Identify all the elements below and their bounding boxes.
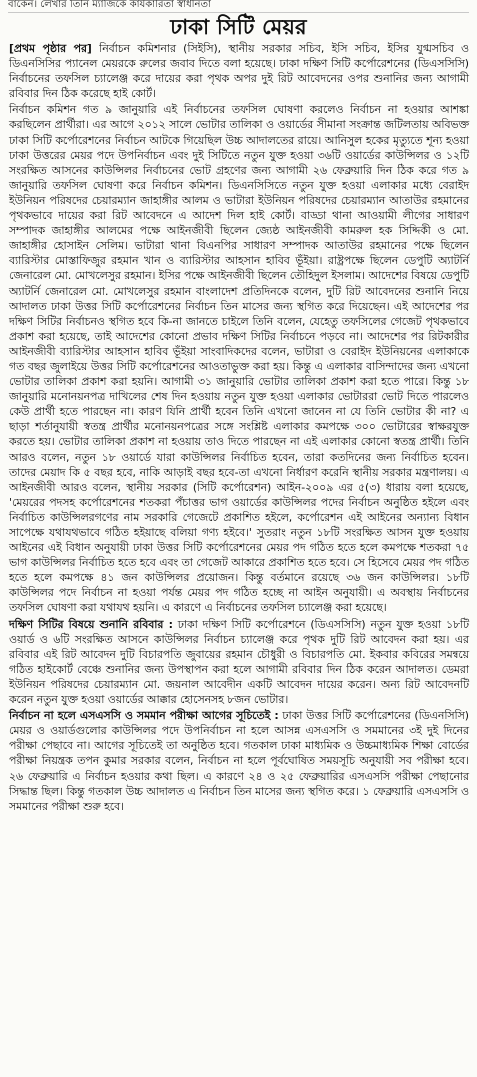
paragraph-text: ঢাকা দক্ষিণ সিটি কর্পোরেশনে (ডিএসসিসি) নতুন যুক্ত হওয়া ১৮টি ওয়ার্ড ও ৬টি সংরক্ষিত আসনে কাউন্সিলর নির্বাচন চ্যালেঞ্জ করে পৃথক দুটি রিট আবেদন করা হয়। এর রবিবার এই রিট আবেদন দুটি বিচারপতি জুবায়ের রহমান চৌধুরী ও বিচারপতি মো. ইকবার কবিরের সমন্বয়ে গঠিত হাইকোর্ট বেঞ্চে শুনানির জন্য উপস্থাপন করা হলে আগামী রবিবার দিন ঠিক করেন আদালত। ডেমরা ইউনিয়ন পরিষদের চেয়ারম্যান মো. জয়নাল আবেদীন একটি আবেদন দায়ের করেন। অন্য রিট আবেদনটি করেন নতুন যুক্ত হওয়া ওয়ার্ডের আক্কার হোসেনসহ ৮জন ভোটার।	[9, 617, 469, 707]
paragraph-text: ঢাকা উত্তর সিটি কর্পোরেশনের (ডিএনসিসি) মেয়র ও ওয়ার্ডগুলোর কাউন্সিলর পদে উপনির্বাচন না হলে আসন্ন এসএসসি ও সমমানের ৩ই দুই দিনের পরীক্ষা পেছাবে না। আগের সূচিতেই তা অনুষ্ঠিত হবে। গতকাল ঢাকা মাধ্যমিক ও উচ্চমাধ্যমিক শিক্ষা বোর্ডের পরীক্ষা নিয়ন্ত্রক তপন কুমার সরকার বলেন, নির্বাচন না হলে পূর্বঘোষিত সময়সূচি অনুযায়ী সব পরীক্ষা হবে। ২৬ ফেব্রুয়ারি এ নির্বাচন হওয়ার কথা ছিল। এ কারণে ২৪ ও ২৫ ফেব্রুয়ারির এসএসসি পরীক্ষা পেছানোর সিদ্ধান্ত ছিল। কিন্তু গতকাল উচ্চ আদালত এ নির্বাচন তিন মাসের জন্য স্থগিত করে। ১ ফেব্রুয়ারি এসএসসি ও সমমানের পরীক্ষা শুরু হবে।	[9, 709, 469, 813]
cut-off-previous-line: বাকেন। লেখার তিনি ম্যাজিকে কার্যকারিতা স্বাধীনতা	[8, 0, 469, 13]
continuation-marker: [প্রথম পৃষ্ঠার পর]	[9, 42, 92, 55]
paragraph-text: নির্বাচন কমিশনার (সিইসি), স্থানীয় সরকার সচিব, ইসি সচিব, ইসির যুগ্মসচিব ও ডিএনসিসির প্যানেল মেয়রকে রুলের জবাব দিতে বলা হয়েছে। ঢাকা দক্ষিণ সিটি কর্পোরেশনের (ডিএসসিসি) নির্বাচনের তফসিল চ্যালেঞ্জ করে দায়ের করা পৃথক অপর দুই রিট আবেদনের ওপর শুনানির জন্য আগামী রবিবার দিন ঠিক করেছে হাই কোর্ট।	[9, 42, 469, 101]
paragraph-south-city	[9, 617, 469, 708]
subheading-ssc-exam: নির্বাচন না হলে এসএসসি ও সমমান পরীক্ষা আগের সূচিতেই :	[9, 709, 279, 723]
article-headline: ঢাকা সিটি মেয়র	[170, 15, 307, 39]
paragraph-continuation	[9, 41, 469, 101]
paragraph-main	[9, 102, 469, 615]
paragraph-text: নির্বাচন কমিশন গত ৯ জানুয়ারি এই নির্বাচনের তফসিল ঘোষণা করলেও নির্বাচন না হওয়ার আশঙ্কা করছিলেন প্রার্থীরা। এর আগে ২০১২ সালে ভোটার তালিকা ও ওয়ার্ডের সীমানা সংক্রান্ত জটিলতায় অবিভক্ত ঢাকা সিটি কর্পোরেশনের নির্বাচন আটকে গিয়েছিল উচ্চ আদালতের রায়ে। আনিসুল হকের মৃত্যুতে শূন্য হওয়া ঢাকা উত্তরের মেয়র পদে উপনির্বাচন এবং দুই সিটিতে নতুন যুক্ত হওয়া ৩৬টি ওয়ার্ডের কাউন্সিলর ও ১২টি সংরক্ষিত আসনের কাউন্সিলর নির্বাচনের ভোট গ্রহণের জন্য আগামী ২৬ ফেব্রুয়ারি দিন ঠিক করে গত ৯ জানুয়ারি তফসিল ঘোষণা করে নির্বাচন কমিশন। ডিএনসিসিতে নতুন যুক্ত হওয়া এলাকার মধ্যে বেরাইদ ইউনিয়ন পরিষদের চেয়ারম্যান জাহাঙ্গীর আলম ও ভাটারা ইউনিয়ন পরিষদের চেয়ারম্যান আতাউর রহমানের পৃথকভাবে দায়ের করা রিট আবেদনে এ আদেশ দিল হাই কোর্ট। বাড্ডা থানা আওয়ামী লীগের সাধারণ সম্পাদক জাহাঙ্গীর আলমের পক্ষে আইনজীবী ছিলেন জ্যেষ্ঠ আইনজীবী কামরুল হক সিদ্দিকী ও মো. জাহাঙ্গীর হোসাইন সেলিম। ভাটারা থানা বিএনপির সাধারণ সম্পাদক আতাউর রহমানের পক্ষে ছিলেন ব্যারিস্টার মোস্তাফিজুর রহমান খান ও ব্যারিস্টার আহসান হাবিব ভূঁইয়া। রাষ্ট্রপক্ষে ছিলেন ডেপুটি অ্যাটর্নি জেনারেল মো. মোখলেসুর রহমান। ইসির পক্ষে আইনজীবী ছিলেন তৌহিদুল ইসলাম। আদেশের বিষয়ে ডেপুটি অ্যাটর্নি জেনারেল মো. মোখলেসুর রহমান বাংলাদেশ প্রতিদিনকে বলেন, দুটি রিট আবেদনের শুনানি নিয়ে আদালত ঢাকা উত্তর সিটি কর্পোরেশনের নির্বাচন তিন মাসের জন্য স্থগিত করে দিয়েছেন। এই আদেশের পর দক্ষিণ সিটির নির্বাচনও স্থগিত হবে কি-না জানতে চাইলে তিনি বলেন, যেহেতু তফসিলের গেজেট পৃথকভাবে প্রকাশ করা হয়েছে, তাই আদেশের কোনো প্রভাব দক্ষিণ সিটির নির্বাচনে পড়বে না। আদেশের পর রিটকারীর আইনজীবী ব্যারিস্টার আহসান হাবিব ভূঁইয়া সাংবাদিকদের বলেন, ভাটারা ও বেরাইদ ইউনিয়নের এলাকাকে গত বছর জুলাইয়ে উত্তর সিটি কর্পোরেশনের আওতাভুক্ত করা হয়। কিন্তু এ এলাকার বাসিন্দাদের জন্য এখনো ভোটার তালিকা প্রকাশ করা হয়নি। আগামী ৩১ জানুয়ারি ভোটার তালিকা প্রকাশ করা হতে পারে। কিন্তু ১৮ জানুয়ারি মনোনয়নপত্র দাখিলের শেষ দিন হওয়ায় নতুন যুক্ত হওয়া এলাকার ভোটাররা ভোট দিতে পারলেও কেউ প্রার্থী হতে পারছেন না। কারণ যিনি প্রার্থী হবেন তিনি এখনো জানেন না যে তিনি ভোটার কী না? এ ছাড়া শর্তানুযায়ী স্বতন্ত্র প্রার্থীর মনোনয়নপত্রের সঙ্গে সংশ্লিষ্ট এলাকার কমপক্ষে ৩০০ ভোটারের স্বাক্ষরযুক্ত করতে হয়। ভোটার তালিকা প্রকাশ না হওয়ায় তাও দিতে পারছেন না এই এলাকার কোনো স্বতন্ত্র প্রার্থী। তিনি আরও বলেন, নতুন ১৮ ওয়ার্ডে যারা কাউন্সিলর নির্বাচিত হবেন, তারা কতদিনের জন্য নির্বাচিত হবেন। তাদের মেয়াদ কি ৫ বছর হবে, নাকি আড়াই বছর হবে-তা এখনো নির্ধারণ করেনি স্থানীয় সরকার মন্ত্রণালয়। এ আইনজীবী আরও বলেন, স্থানীয় সরকার (সিটি কর্পোরেশন) আইন-২০০৯ এর ৫(৩) ধারায় বলা হয়েছে, 'মেয়রের পদসহ কর্পোরেশনের শতকরা পঁচাত্তর ভাগ ওয়ার্ডের কাউন্সিলর পদের নির্বাচন অনুষ্ঠিত হইলে এবং নির্বাচিত কাউন্সিলরগণের নাম সরকারি গেজেটে প্রকাশিত হইলে, কর্পোরেশন এই আইনের অন্যান্য বিধান সাপেক্ষে যথাযথভাবে গঠিত হইয়াছে বলিয়া গণ্য হইবে।' সুতরাং নতুন ১৮টি সংরক্ষিত আসন যুক্ত হওয়ায় আইনের এই বিধান অনুযায়ী ঢাকা উত্তর সিটি কর্পোরেশনের মেয়র পদ গঠিত হতে হলে কমপক্ষে শতকরা ৭৫ ভাগ কাউন্সিলর নির্বাচিত হতে হবে এবং তা গেজেট আকারে প্রকাশিত হতে হবে। সে হিসেবে মেয়র পদ গঠিত হতে হলে কমপক্ষে ৪১ জন কাউন্সিলর প্রয়োজন। কিন্তু বর্তমানে রয়েছে ৩৬ জন কাউন্সিলর। ১৮টি কাউন্সিলর পদে নির্বাচন না হওয়া পর্যন্ত মেয়র পদ গঠিত হচ্ছে না আইন অনুযায়ী। এ অবস্থায় নির্বাচনের তফসিল ঘোষণা করা যথাযথ হয়নি। এ কারণে এ নির্বাচনের তফসিল চ্যালেঞ্জ করা হয়েছে।	[9, 103, 469, 615]
article-body	[0, 41, 477, 814]
subheading-south-city: দক্ষিণ সিটির বিষয়ে শুনানি রবিবার :	[9, 617, 173, 631]
paragraph-ssc-exam	[9, 708, 469, 814]
